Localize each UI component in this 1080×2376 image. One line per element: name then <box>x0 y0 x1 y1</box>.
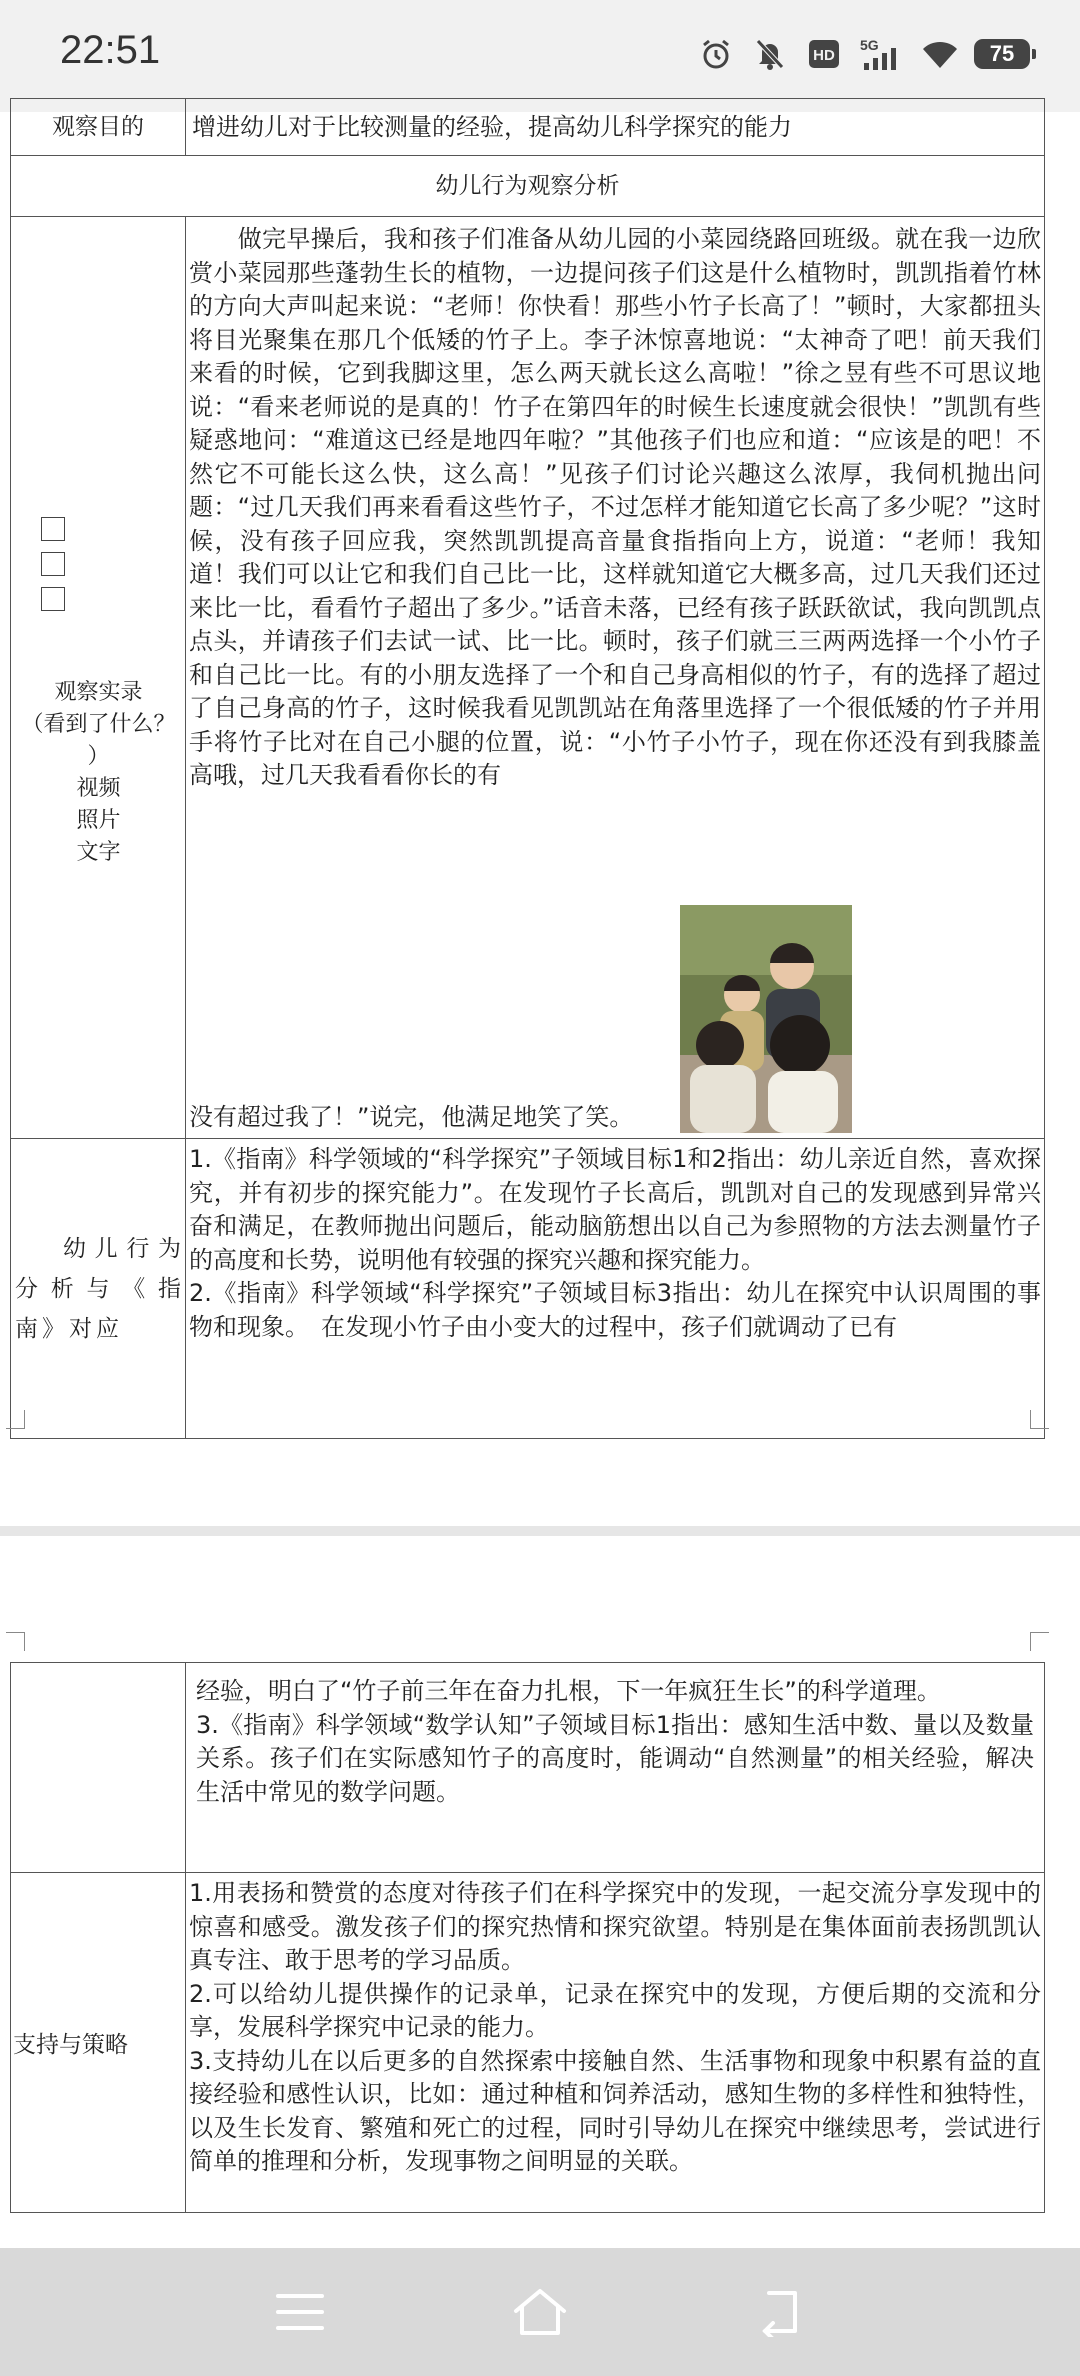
svg-text:HD: HD <box>813 47 835 64</box>
record-label-line: 文字 <box>76 840 121 865</box>
support-text <box>186 1873 1044 2179</box>
status-bar <box>0 0 1080 112</box>
mute-icon <box>750 34 790 74</box>
record-label-line: ） <box>87 744 110 769</box>
purpose-label: 观察目的 <box>52 114 144 140</box>
signal-icon <box>858 34 906 74</box>
analysis-text <box>186 1139 1044 1437</box>
analysis-label: 幼儿行为分析与《指南》对应 <box>15 1235 185 1342</box>
support-paragraph: 3.支持幼儿在以后更多的自然探索中接触自然、生活事物和现象中积累有益的直接经验和感性认识，比如：通过种植和饲养活动，感知生物的多样性和独特性，以及生长发育、繁殖和死亡的过程，同时引导幼儿在探究中继续思考，尝试进行简单的推理和分析，发现事物之间明显的关联。 <box>189 2046 1041 2175</box>
page-corner-mark <box>1030 1410 1049 1429</box>
record-label-cell <box>11 217 186 1139</box>
status-icons <box>696 34 1030 74</box>
home-icon[interactable] <box>510 2282 570 2342</box>
page-separator <box>0 1526 1080 1536</box>
analysis-paragraph: 2.《指南》科学领域“科学探究”子领域目标3指出：幼儿在探究中认识周围的事物和现象。 在发现小竹子由小变大的过程中，孩子们就调动了已有 <box>189 1279 1041 1341</box>
wifi-icon <box>920 34 960 74</box>
hd-icon <box>804 34 844 74</box>
record-text-cell <box>186 217 1045 1139</box>
navigation-bar <box>0 2248 1080 2376</box>
observation-table-page2 <box>10 1662 1045 2213</box>
battery-icon <box>974 39 1030 69</box>
alarm-icon <box>696 34 736 74</box>
record-label-line: （看到了什么？ <box>21 712 176 737</box>
purpose-label-cell <box>11 99 186 156</box>
page-corner-mark <box>6 1410 25 1429</box>
record-label-line: 观察实录 <box>54 680 143 705</box>
analysis-label-cell <box>11 1139 186 1439</box>
support-label: 支持与策略 <box>13 2032 128 2058</box>
text-checkbox[interactable] <box>41 587 65 611</box>
photo-checkbox[interactable] <box>41 552 65 576</box>
support-paragraph: 2.可以给幼儿提供操作的记录单，记录在探究中的发现，方便后期的交流和分享，发展科学探究中记录的能力。 <box>189 1979 1041 2041</box>
record-label <box>11 677 186 869</box>
analysis-continued-cell <box>186 1663 1045 1873</box>
analysis-continued-text <box>186 1663 1044 1809</box>
clock: 22:51 <box>60 28 161 72</box>
battery-level: 75 <box>989 41 1015 66</box>
children-photo[interactable] <box>680 905 852 1133</box>
analysis-continued-label-cell <box>11 1663 186 1873</box>
analysis-paragraph: 3.《指南》科学领域“数学认知”子领域目标1指出：感知生活中数、量以及数量关系。孩子们在实际感知竹子的高度时，能调动“自然测量”的相关经验，解决生活中常见的数学问题。 <box>196 1710 1034 1806</box>
analysis-paragraph: 经验，明白了“竹子前三年在奋力扎根，下一年疯狂生长”的科学道理。 <box>196 1677 941 1705</box>
menu-icon[interactable] <box>270 2282 330 2342</box>
purpose-value-cell <box>186 99 1045 156</box>
section-header: 幼儿行为观察分析 <box>435 173 620 199</box>
support-label-cell <box>11 1873 186 2213</box>
network-label: 5G <box>860 37 879 53</box>
record-label-line: 照片 <box>76 808 121 833</box>
video-checkbox[interactable] <box>41 517 65 541</box>
analysis-text-cell <box>186 1139 1045 1439</box>
observation-table-page1 <box>10 98 1045 1439</box>
back-icon[interactable] <box>750 2282 810 2342</box>
page-corner-mark <box>1030 1632 1049 1651</box>
support-text-cell <box>186 1873 1045 2213</box>
section-header-cell <box>11 156 1045 217</box>
record-label-line: 视频 <box>76 776 121 801</box>
purpose-value: 增进幼儿对于比较测量的经验，提高幼儿科学探究的能力 <box>192 113 792 141</box>
record-text: 做完早操后，我和孩子们准备从幼儿园的小菜园绕路回班级。就在我一边欣赏小菜园那些蓬勃生长的植物，一边提问孩子们这是什么植物时，凯凯指着竹林的方向大声叫起来说：“老师！你快看！那些小竹子长高了！”顿时，大家都扭头将目光聚集在那几个低矮的竹子上。李子沐惊喜地说：“太神奇了吧！前天我们来看的时候，它到我脚这里，怎么两天就长这么高啦！”徐之昱有些不可思议地说：“看来老师说的是真的！竹子在第四年的时候生长速度就会很快！”凯凯有些疑惑地问：“难道这已经是地四年啦？”其他孩子们也应和道：“应该是的吧！不然它不可能长这么快，这么高！”见孩子们讨论兴趣这么浓厚，我伺机抛出问题：“过几天我们再来看看这些竹子，不过怎样才能知道它长高了多少呢？”这时候，没有孩子回应我，突然凯凯提高音量食指指向上方，说道：“老师！我知道！我们可以让它和我们自己比一比，这样就知道它大概多高，过几天我们还过来比一比，看看竹子超出了多少。”话音未落，已经有孩子跃跃欲试，我向凯凯点点头，并请孩子们去试一试、比一比。顿时，孩子们就三三两两选择一个小竹子和自己比一比。有的小朋友选择了一个和自己身高相似的竹子，有的选择了超过了自己身高的竹子，这时候我看见凯凯站在角落里选择了一个很低矮的竹子并用手将竹子比对在自己小腿的位置，说：“小竹子小竹子，现在你还没有到我膝盖高哦，过几天我看看你长的有 <box>189 225 1041 789</box>
support-paragraph: 1.用表扬和赞赏的态度对待孩子们在科学探究中的发现，一起交流分享发现中的惊喜和感受。激发孩子们的探究热情和探究欲望。特别是在集体面前表扬凯凯认真专注、敢于思考的学习品质。 <box>189 1879 1041 1974</box>
page-corner-mark <box>6 1632 25 1651</box>
media-checkboxes <box>41 517 65 611</box>
analysis-paragraph: 1.《指南》科学领域的“科学探究”子领域目标1和2指出：幼儿亲近自然，喜欢探究，并有初步的探究能力”。在发现竹子长高后，凯凯对自己的发现感到异常兴奋和满足，在教师抛出问题后，能动脑筋想出以自己为参照物的方法去测量竹子的高度和长势，说明他有较强的探究兴趣和探究能力。 <box>189 1145 1041 1274</box>
record-text-end: 没有超过我了！”说完，他满足地笑了笑。 <box>189 1102 634 1131</box>
